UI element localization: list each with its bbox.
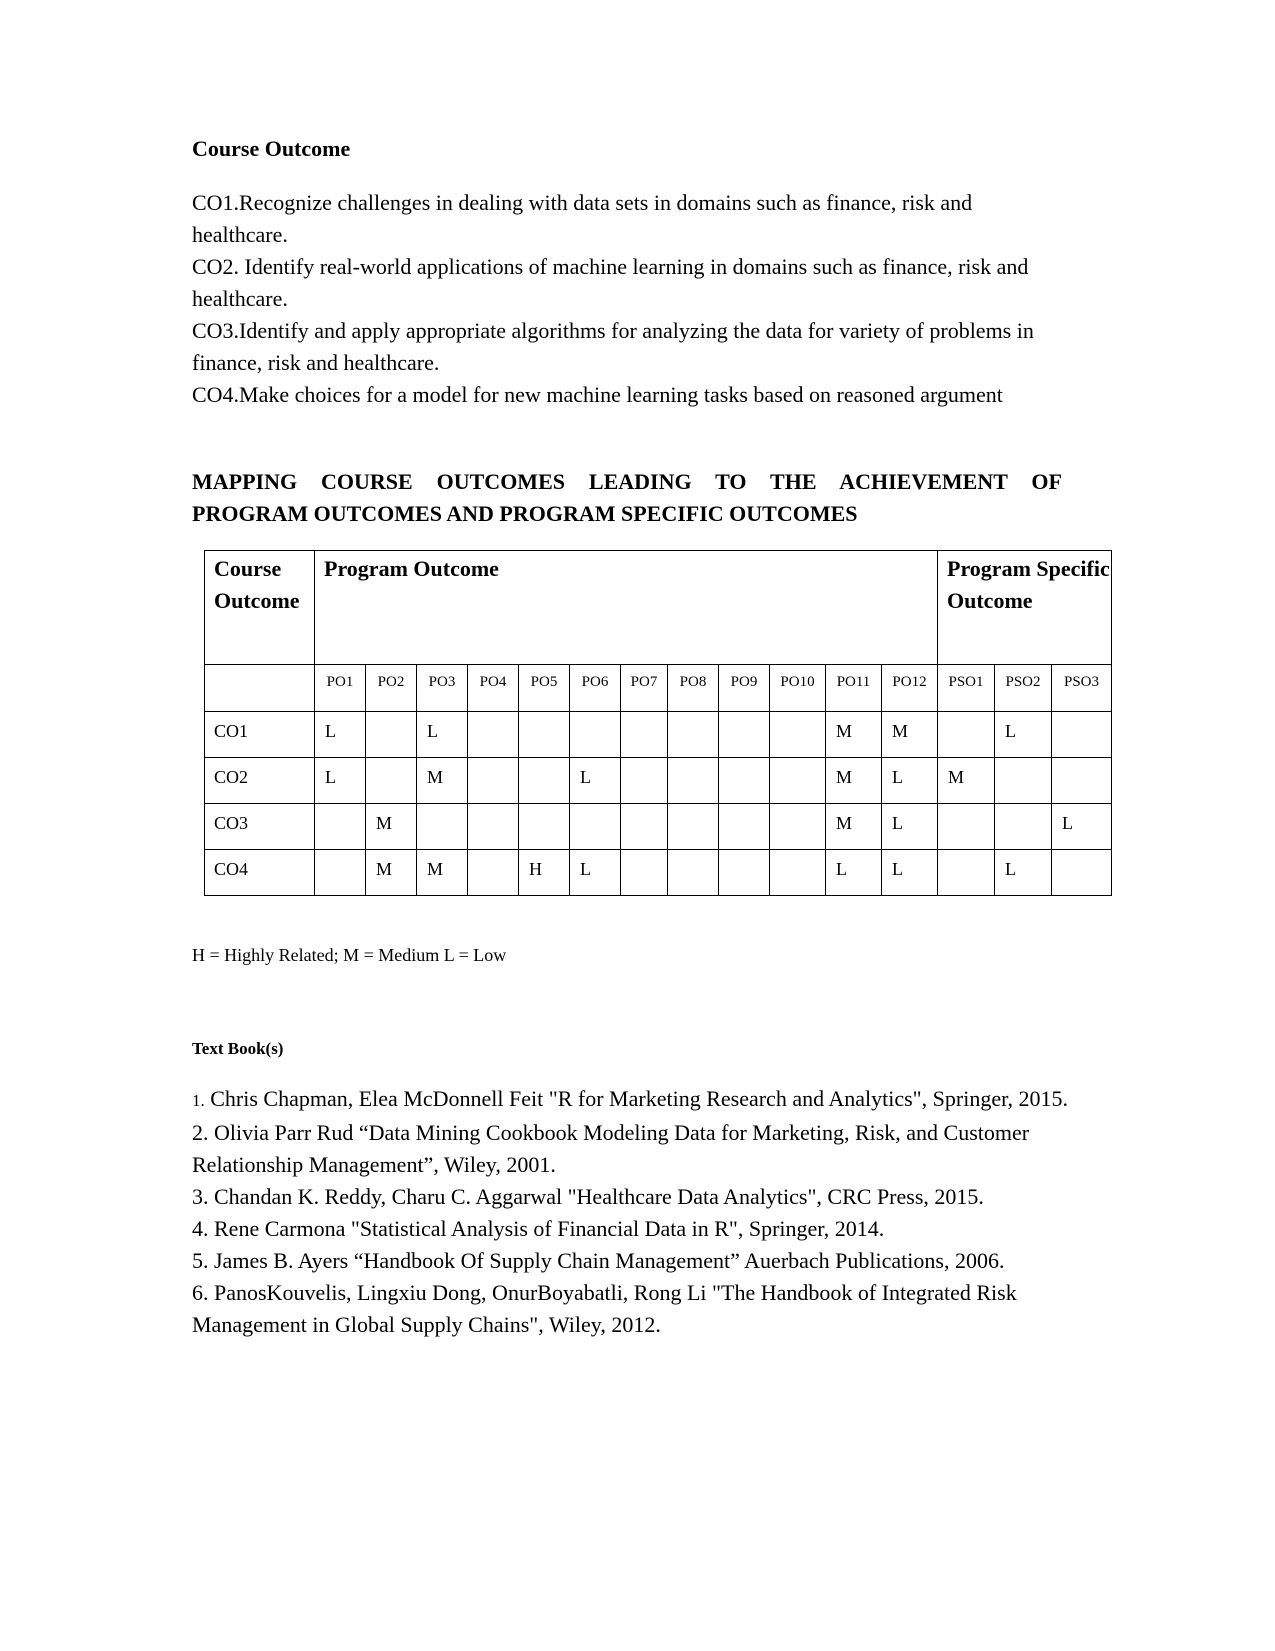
mapping-value-cell xyxy=(570,804,621,850)
column-header: PO12 xyxy=(882,665,938,712)
mapping-value-cell xyxy=(621,850,668,896)
mapping-value-cell xyxy=(938,804,995,850)
course-outcome-item: CO4.Make choices for a model for new machine learning tasks based on reasoned argument xyxy=(192,382,1003,407)
mapping-heading-line: PROGRAM OUTCOMES AND PROGRAM SPECIFIC OUTCOMES xyxy=(192,501,858,526)
mapping-value-cell xyxy=(770,850,826,896)
mapping-value-cell xyxy=(995,804,1052,850)
po-label-row xyxy=(205,665,1112,712)
table-header-row xyxy=(205,551,1112,665)
mapping-value-cell xyxy=(468,758,519,804)
column-header: PO7 xyxy=(621,665,668,712)
mapping-value-cell xyxy=(468,850,519,896)
row-course-outcome: CO1 xyxy=(205,712,315,758)
mapping-value-cell: M xyxy=(882,712,938,758)
table-row xyxy=(205,712,1112,758)
column-header: PO5 xyxy=(519,665,570,712)
column-header: PO4 xyxy=(468,665,519,712)
mapping-value-cell xyxy=(468,804,519,850)
mapping-value-cell xyxy=(668,804,719,850)
mapping-value-cell xyxy=(519,804,570,850)
legend: H = Highly Related; M = Medium L = Low xyxy=(192,945,507,965)
mapping-value-cell xyxy=(770,804,826,850)
header-course-outcome: Course Outcome xyxy=(205,551,315,665)
mapping-value-cell xyxy=(315,850,366,896)
text-book-item xyxy=(192,1213,1072,1245)
course-outcome-heading: Course Outcome xyxy=(192,136,351,161)
text-book-number: 1. xyxy=(192,1091,205,1110)
mapping-value-cell xyxy=(468,712,519,758)
text-book-citation: Rene Carmona "Statistical Analysis of Financial Data in R", Springer, 2014. xyxy=(208,1216,885,1241)
text-book-citation: Chris Chapman, Elea McDonnell Feit "R for Marketing Research and Analytics", Springer, 2015. xyxy=(204,1086,1069,1111)
mapping-value-cell xyxy=(417,804,468,850)
table-row xyxy=(205,804,1112,850)
mapping-value-cell: L xyxy=(570,850,621,896)
text-book-citation: James B. Ayers “Handbook Of Supply Chain Management” Auerbach Publications, 2006. xyxy=(208,1248,1005,1273)
column-header: PO9 xyxy=(719,665,770,712)
empty-cell xyxy=(205,665,315,712)
mapping-value-cell: L xyxy=(882,850,938,896)
text-book-number: 3. xyxy=(192,1184,209,1209)
text-book-number: 4. xyxy=(192,1216,209,1241)
mapping-value-cell: M xyxy=(826,804,882,850)
mapping-value-cell: H xyxy=(519,850,570,896)
mapping-value-cell xyxy=(315,804,366,850)
mapping-value-cell xyxy=(938,712,995,758)
text-book-item xyxy=(192,1181,1072,1213)
text-books-list xyxy=(192,1083,1072,1341)
header-program-outcome: Program Outcome xyxy=(315,551,938,665)
mapping-value-cell: L xyxy=(315,758,366,804)
row-course-outcome: CO2 xyxy=(205,758,315,804)
text-book-item xyxy=(192,1083,1072,1117)
text-book-item xyxy=(192,1277,1072,1341)
mapping-value-cell: L xyxy=(826,850,882,896)
mapping-value-cell xyxy=(1052,758,1112,804)
mapping-value-cell xyxy=(366,758,417,804)
mapping-value-cell xyxy=(668,758,719,804)
row-course-outcome: CO4 xyxy=(205,850,315,896)
mapping-value-cell xyxy=(719,758,770,804)
column-header: PSO1 xyxy=(938,665,995,712)
mapping-value-cell: L xyxy=(570,758,621,804)
column-header: PO3 xyxy=(417,665,468,712)
mapping-value-cell xyxy=(621,712,668,758)
mapping-value-cell: L xyxy=(882,804,938,850)
column-header: PO6 xyxy=(570,665,621,712)
text-book-citation: PanosKouvelis, Lingxiu Dong, OnurBoyabatli, Rong Li "The Handbook of Integrated Risk Management in Global Supply Chains", Wiley, 2012. xyxy=(192,1280,1017,1337)
mapping-value-cell: L xyxy=(995,712,1052,758)
table-row xyxy=(205,758,1112,804)
mapping-value-cell xyxy=(570,712,621,758)
course-outcome-item: CO2. Identify real-world applications of machine learning in domains such as finance, risk and healthcare. xyxy=(192,254,1029,311)
mapping-value-cell: L xyxy=(417,712,468,758)
column-header: PSO3 xyxy=(1052,665,1112,712)
mapping-value-cell xyxy=(668,712,719,758)
column-header: PO8 xyxy=(668,665,719,712)
text-book-citation: Olivia Parr Rud “Data Mining Cookbook Modeling Data for Marketing, Risk, and Customer Relationship Management”, Wiley, 2001. xyxy=(192,1120,1030,1177)
column-header: PO2 xyxy=(366,665,417,712)
mapping-value-cell xyxy=(519,712,570,758)
mapping-value-cell: M xyxy=(826,712,882,758)
mapping-value-cell xyxy=(1052,850,1112,896)
column-header: PSO2 xyxy=(995,665,1052,712)
mapping-value-cell xyxy=(668,850,719,896)
text-book-item xyxy=(192,1117,1072,1181)
mapping-value-cell: M xyxy=(417,758,468,804)
mapping-value-cell xyxy=(719,850,770,896)
mapping-value-cell: L xyxy=(995,850,1052,896)
co-po-mapping-table xyxy=(204,550,1112,896)
column-header: PO1 xyxy=(315,665,366,712)
mapping-value-cell xyxy=(1052,712,1112,758)
mapping-value-cell xyxy=(770,712,826,758)
text-books-heading: Text Book(s) xyxy=(192,1039,284,1058)
mapping-heading xyxy=(192,466,1062,530)
mapping-value-cell xyxy=(938,850,995,896)
mapping-value-cell: M xyxy=(366,804,417,850)
table-row xyxy=(205,850,1112,896)
column-header: PO11 xyxy=(826,665,882,712)
mapping-value-cell xyxy=(995,758,1052,804)
mapping-value-cell xyxy=(621,758,668,804)
mapping-value-cell: L xyxy=(882,758,938,804)
course-outcome-item: CO3.Identify and apply appropriate algorithms for analyzing the data for variety of problems in finance, risk and healthcare. xyxy=(192,318,1034,375)
text-book-number: 2. xyxy=(192,1120,209,1145)
text-book-number: 5. xyxy=(192,1248,209,1273)
mapping-value-cell xyxy=(719,804,770,850)
mapping-value-cell xyxy=(719,712,770,758)
column-header: PO10 xyxy=(770,665,826,712)
row-course-outcome: CO3 xyxy=(205,804,315,850)
course-outcome-item: CO1.Recognize challenges in dealing with data sets in domains such as finance, risk and healthcare. xyxy=(192,190,973,247)
mapping-value-cell xyxy=(621,804,668,850)
mapping-value-cell: L xyxy=(1052,804,1112,850)
course-outcome-list xyxy=(192,187,1072,411)
mapping-value-cell: M xyxy=(938,758,995,804)
mapping-value-cell xyxy=(366,712,417,758)
mapping-value-cell: M xyxy=(366,850,417,896)
mapping-value-cell: M xyxy=(826,758,882,804)
mapping-value-cell xyxy=(770,758,826,804)
mapping-value-cell: M xyxy=(417,850,468,896)
text-book-citation: Chandan K. Reddy, Charu C. Aggarwal "Healthcare Data Analytics", CRC Press, 2015. xyxy=(208,1184,984,1209)
mapping-value-cell: L xyxy=(315,712,366,758)
mapping-value-cell xyxy=(519,758,570,804)
mapping-heading-line: MAPPING COURSE OUTCOMES LEADING TO THE ACHIEVEMENT OF xyxy=(192,469,1062,494)
text-book-item xyxy=(192,1245,1072,1277)
text-book-number: 6. xyxy=(192,1280,209,1305)
header-program-specific-outcome: Program Specific Outcome xyxy=(938,551,1112,665)
